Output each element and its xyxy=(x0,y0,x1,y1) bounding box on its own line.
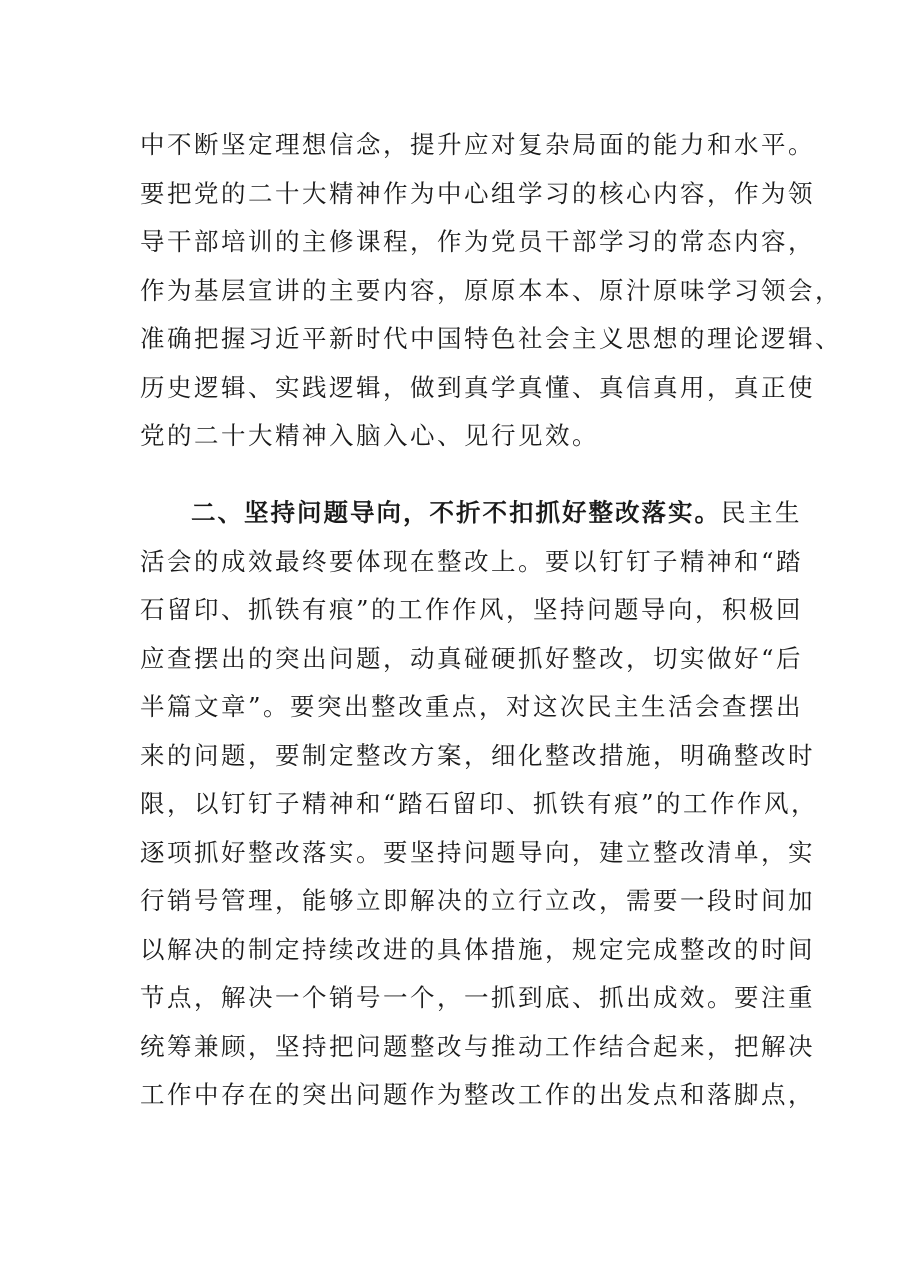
text-line: 作为基层宣讲的主要内容，原原本本、原汁原味学习领会， xyxy=(140,275,842,305)
text-line: 活会的成效最终要体现在整改上。要以钉钉子精神和“踏 xyxy=(140,546,804,576)
text-line: 半篇文章”。要突出整改重点，对这次民主生活会查摆出 xyxy=(140,692,804,721)
text-line: 准确把握习近平新时代中国特色社会主义思想的理论逻辑、 xyxy=(140,324,842,353)
text-line: 中不断坚定理想信念，提升应对复杂局面的能力和水平。 xyxy=(140,130,815,159)
first-line-text: 民主生 xyxy=(721,498,802,527)
text-line: 限，以钉钉子精神和“踏石留印、抓铁有痕”的工作作风， xyxy=(140,789,819,818)
text-line: 导干部培训的主修课程，作为党员干部学习的常态内容， xyxy=(140,227,815,256)
text-line: 党的二十大精神入脑入心、见行见效。 xyxy=(140,421,599,450)
first-line xyxy=(140,489,802,538)
text-line: 应查摆出的突出问题，动真碰硬抓好整改，切实做好“后 xyxy=(140,643,804,673)
text-line: 逐项抓好整改落实。要坚持问题导向，建立整改清单，实 xyxy=(140,837,815,867)
section-heading: 二、坚持问题导向，不折不扣抓好整改落实。 xyxy=(191,498,721,527)
text-line: 统筹兼顾，坚持把问题整改与推动工作结合起来，把解决 xyxy=(140,1031,815,1061)
paragraph-continuation xyxy=(140,121,842,461)
text-line: 工作中存在的突出问题作为整改工作的出发点和落脚点， xyxy=(140,1080,815,1109)
paragraph-section-two xyxy=(140,489,819,1120)
text-line: 历史逻辑、实践逻辑，做到真学真懂、真信真用，真正使 xyxy=(140,372,815,402)
text-line: 节点，解决一个销号一个，一抓到底、抓出成效。要注重 xyxy=(140,983,815,1012)
text-line: 以解决的制定持续改进的具体措施，规定完成整改的时间 xyxy=(140,934,815,964)
text-line: 石留印、抓铁有痕”的工作作风，坚持问题导向，积极回 xyxy=(140,595,804,624)
text-line: 来的问题，要制定整改方案，细化整改措施，明确整改时 xyxy=(140,740,815,770)
text-line: 行销号管理，能够立即解决的立行立改，需要一段时间加 xyxy=(140,886,815,915)
text-line: 要把党的二十大精神作为中心组学习的核心内容，作为领 xyxy=(140,178,815,208)
